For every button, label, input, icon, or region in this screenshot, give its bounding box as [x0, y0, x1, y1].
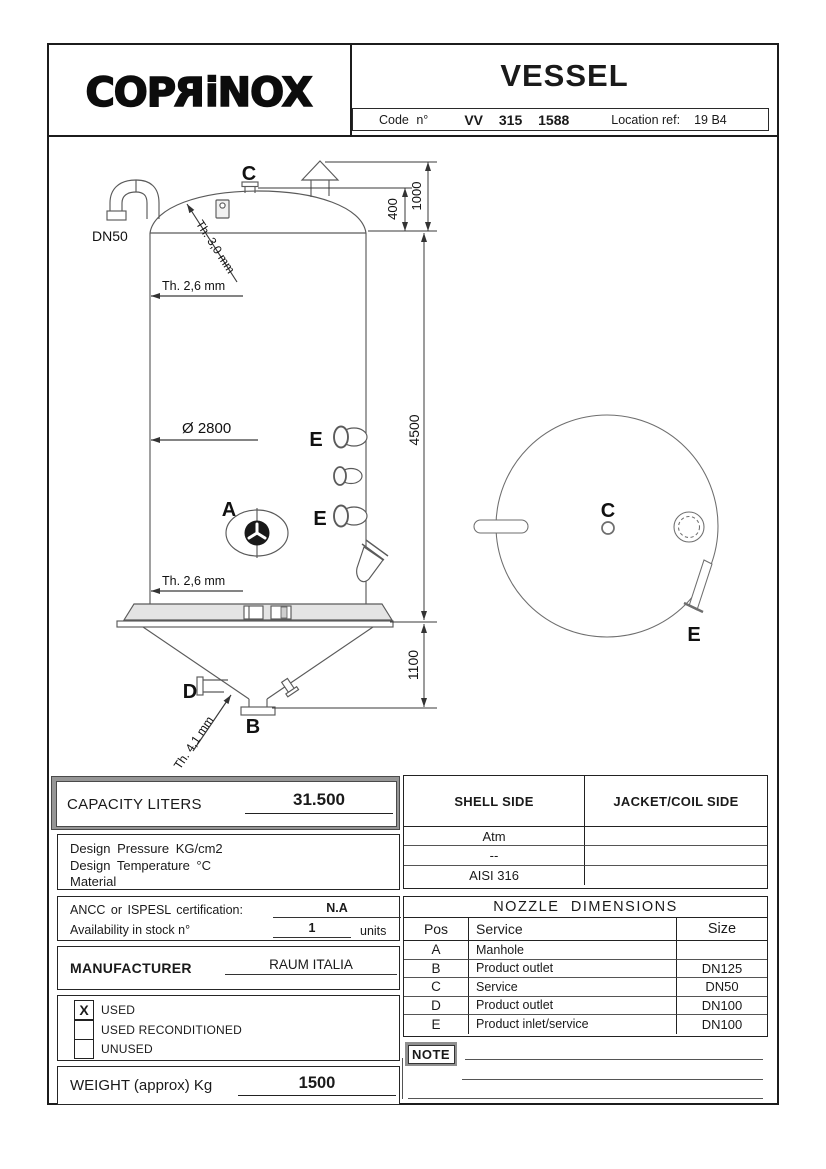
shell-material-value: AISI 316	[404, 866, 585, 885]
capacity-label: CAPACITY LITERS	[67, 795, 202, 813]
front-view	[107, 161, 393, 751]
certification-label: ANCC or ISPESL certification:	[70, 903, 243, 917]
checkbox-used-reconditioned[interactable]	[74, 1020, 94, 1040]
sides-table	[403, 775, 768, 889]
label-nozzle-a: A	[221, 499, 237, 521]
top-view-nozzle-e-stub	[684, 560, 712, 612]
label-nozzle-e-lower: E	[313, 508, 327, 530]
nozzle-row-pos: D	[404, 997, 469, 1016]
nozzle-header-service: Service	[469, 918, 677, 940]
shell-temperature-value: --	[404, 846, 585, 865]
dim-400: 400	[385, 198, 400, 220]
material-label: Material	[70, 874, 117, 889]
nozzle-row-service: Product outlet	[469, 960, 677, 979]
label-diameter: Ø 2800	[182, 420, 232, 437]
label-thickness-shell-lower: Th. 2,6 mm	[162, 574, 226, 588]
manufacturer-label: MANUFACTURER	[70, 960, 192, 976]
label-thickness-shell-upper: Th. 2,6 mm	[162, 279, 226, 293]
mirrored-r-letter: R	[175, 69, 205, 116]
nozzle-row-service: Service	[469, 978, 677, 997]
nozzle-dimensions-table	[403, 896, 768, 1037]
jacket-side-header: JACKET/COIL SIDE	[613, 793, 739, 809]
nozzle-row-service: Manhole	[469, 941, 677, 960]
capacity-box	[51, 776, 400, 830]
note-line-3[interactable]	[408, 1098, 763, 1099]
weight-box	[57, 1066, 400, 1105]
nozzle-row-size: DN100	[677, 997, 767, 1016]
checkbox-unused[interactable]	[74, 1039, 94, 1059]
checkbox-used-label: USED	[101, 1003, 136, 1017]
availability-units: units	[360, 924, 387, 938]
dn50-elbow-pipe	[107, 180, 159, 220]
label-nozzle-c: C	[241, 163, 257, 185]
support-skirt	[117, 604, 393, 627]
code-row	[352, 108, 769, 131]
nozzle-row-pos: B	[404, 960, 469, 979]
jacket-temperature-value	[585, 846, 767, 865]
nozzle-header-pos: Pos	[404, 918, 469, 940]
availability-value: 1	[273, 921, 351, 938]
capacity-value: 31.500	[245, 790, 393, 814]
jacket-pressure-value	[585, 827, 767, 846]
certification-box	[57, 896, 400, 941]
nozzle-row-size	[677, 941, 767, 960]
nozzle-header-size: Size	[707, 921, 737, 937]
label-thickness-cone: Th. 4,1 mm	[170, 713, 217, 772]
nozzle-row-service: Product outlet	[469, 997, 677, 1016]
nozzle-e-upper-stub	[334, 427, 367, 448]
manufacturer-box	[57, 946, 400, 990]
technical-drawing	[49, 138, 777, 773]
dim-1000: 1000	[409, 181, 424, 211]
checkbox-used[interactable]: X	[74, 1000, 94, 1020]
dim-1100: 1100	[405, 649, 421, 681]
vent-cap	[302, 161, 338, 197]
document-title-box	[352, 46, 777, 106]
jacket-material-value	[585, 866, 767, 885]
nozzle-row-size: DN50	[677, 978, 767, 997]
nozzle-e-lower-stub	[334, 506, 367, 527]
certification-value: N.A	[273, 901, 401, 918]
design-pressure-label: Design Pressure KG/cm2	[70, 841, 223, 856]
weight-value: 1500	[238, 1074, 396, 1096]
design-temperature-label: Design Temperature °C	[70, 857, 212, 873]
header-bottom-rule	[47, 135, 779, 137]
company-logo-text: COPRiNOX	[85, 69, 312, 116]
dome-sensor	[216, 200, 229, 218]
nozzle-row-pos: E	[404, 1015, 469, 1034]
label-nozzle-e-upper: E	[309, 429, 323, 451]
weight-label: WEIGHT (approx) Kg	[70, 1077, 213, 1094]
angled-side-nozzle	[357, 540, 388, 582]
design-specs-box	[57, 834, 400, 890]
note-left-rule	[402, 1058, 403, 1099]
top-view	[474, 415, 718, 637]
shell-pressure-value: Atm	[404, 827, 585, 846]
bottom-cone	[143, 627, 373, 715]
code-label: Code n°	[379, 112, 429, 127]
note-line-2[interactable]	[462, 1079, 763, 1080]
checkbox-unused-label: UNUSED	[101, 1042, 153, 1056]
nozzle-row-service: Product inlet/service	[469, 1015, 677, 1034]
label-dn50: DN50	[92, 228, 128, 244]
label-thickness-dome: Th. 3,0 mm	[192, 217, 238, 277]
condition-box	[57, 995, 400, 1061]
shell-side-header: SHELL SIDE	[404, 776, 585, 826]
nozzle-middle-stub	[334, 467, 362, 485]
company-logo	[49, 50, 348, 135]
code-value: VV 315 1588	[464, 111, 570, 128]
label-nozzle-b: B	[245, 716, 261, 738]
availability-label: Availability in stock n°	[70, 923, 191, 937]
nozzle-row-pos: A	[404, 941, 469, 960]
nozzle-row-size: DN125	[677, 960, 767, 979]
page-title: VESSEL	[500, 58, 629, 93]
label-nozzle-d: D	[182, 681, 198, 703]
location-ref-value: 19 B4	[694, 112, 727, 127]
checkbox-used-reconditioned-label: USED RECONDITIONED	[101, 1022, 242, 1037]
note-label-box	[405, 1042, 457, 1066]
nozzle-row-pos: C	[404, 978, 469, 997]
nozzle-row-size: DN100	[701, 1016, 743, 1032]
label-top-view-e: E	[687, 624, 701, 646]
note-line-1[interactable]	[465, 1059, 763, 1060]
dim-4500: 4500	[406, 414, 422, 446]
note-label: NOTE	[408, 1045, 455, 1064]
manufacturer-value: RAUM ITALIA	[225, 957, 397, 975]
label-top-view-c: C	[600, 500, 616, 522]
nozzle-table-title: NOZZLE DIMENSIONS	[404, 897, 767, 918]
location-ref-label: Location ref:	[611, 112, 681, 127]
